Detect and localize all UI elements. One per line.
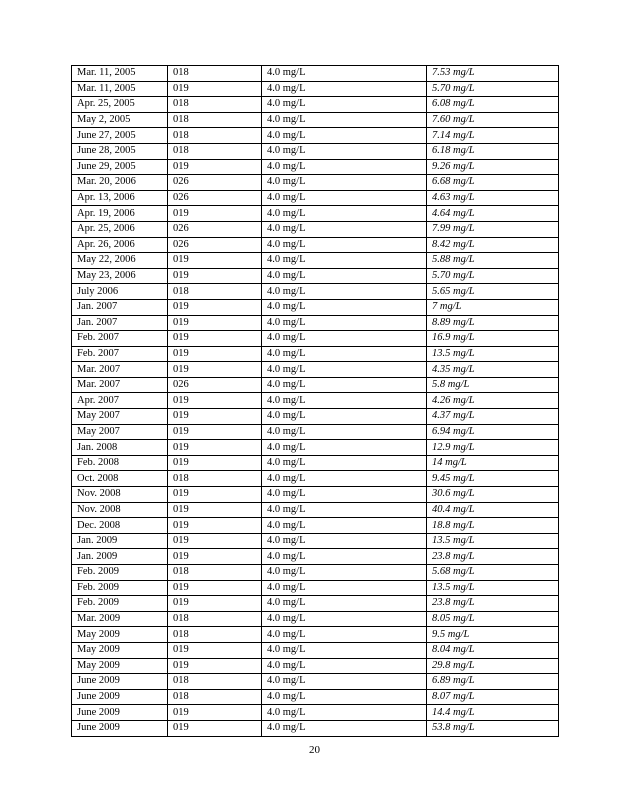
table-row bbox=[72, 627, 559, 643]
result-cell: 4.64 mg/L bbox=[427, 206, 559, 222]
table-row bbox=[72, 642, 559, 658]
table-row bbox=[72, 658, 559, 674]
outfall-cell: 019 bbox=[168, 455, 262, 471]
table-row bbox=[72, 66, 559, 82]
page-number: 20 bbox=[309, 744, 320, 756]
result-cell: 18.8 mg/L bbox=[427, 518, 559, 534]
result-cell: 53.8 mg/L bbox=[427, 720, 559, 736]
table-row bbox=[72, 393, 559, 409]
date-cell: Mar. 11, 2005 bbox=[72, 66, 168, 82]
limit-cell: 4.0 mg/L bbox=[262, 81, 427, 97]
table-row bbox=[72, 705, 559, 721]
table-row bbox=[72, 315, 559, 331]
table-row bbox=[72, 299, 559, 315]
limit-cell: 4.0 mg/L bbox=[262, 502, 427, 518]
result-cell: 23.8 mg/L bbox=[427, 596, 559, 612]
table-row bbox=[72, 487, 559, 503]
limit-cell: 4.0 mg/L bbox=[262, 549, 427, 565]
result-cell: 6.94 mg/L bbox=[427, 424, 559, 440]
result-cell: 5.8 mg/L bbox=[427, 377, 559, 393]
violations-table bbox=[71, 65, 559, 737]
outfall-cell: 019 bbox=[168, 331, 262, 347]
outfall-cell: 019 bbox=[168, 159, 262, 175]
table-row bbox=[72, 596, 559, 612]
table-row bbox=[72, 502, 559, 518]
date-cell: May 2007 bbox=[72, 424, 168, 440]
date-cell: June 29, 2005 bbox=[72, 159, 168, 175]
result-cell: 6.68 mg/L bbox=[427, 175, 559, 191]
table-row bbox=[72, 128, 559, 144]
outfall-cell: 019 bbox=[168, 346, 262, 362]
result-cell: 8.05 mg/L bbox=[427, 611, 559, 627]
outfall-cell: 019 bbox=[168, 315, 262, 331]
limit-cell: 4.0 mg/L bbox=[262, 565, 427, 581]
result-cell: 23.8 mg/L bbox=[427, 549, 559, 565]
date-cell: Apr. 26, 2006 bbox=[72, 237, 168, 253]
result-cell: 8.04 mg/L bbox=[427, 642, 559, 658]
limit-cell: 4.0 mg/L bbox=[262, 533, 427, 549]
date-cell: June 27, 2005 bbox=[72, 128, 168, 144]
date-cell: June 2009 bbox=[72, 674, 168, 690]
date-cell: July 2006 bbox=[72, 284, 168, 300]
date-cell: May 2009 bbox=[72, 658, 168, 674]
outfall-cell: 019 bbox=[168, 705, 262, 721]
result-cell: 5.88 mg/L bbox=[427, 253, 559, 269]
result-cell: 4.37 mg/L bbox=[427, 409, 559, 425]
table-row bbox=[72, 221, 559, 237]
table-row bbox=[72, 471, 559, 487]
limit-cell: 4.0 mg/L bbox=[262, 377, 427, 393]
limit-cell: 4.0 mg/L bbox=[262, 159, 427, 175]
outfall-cell: 018 bbox=[168, 627, 262, 643]
limit-cell: 4.0 mg/L bbox=[262, 362, 427, 378]
limit-cell: 4.0 mg/L bbox=[262, 284, 427, 300]
table-row bbox=[72, 674, 559, 690]
limit-cell: 4.0 mg/L bbox=[262, 331, 427, 347]
table-row bbox=[72, 175, 559, 191]
outfall-cell: 018 bbox=[168, 471, 262, 487]
table-row bbox=[72, 143, 559, 159]
result-cell: 13.5 mg/L bbox=[427, 346, 559, 362]
result-cell: 5.70 mg/L bbox=[427, 81, 559, 97]
result-cell: 6.89 mg/L bbox=[427, 674, 559, 690]
outfall-cell: 026 bbox=[168, 175, 262, 191]
outfall-cell: 019 bbox=[168, 206, 262, 222]
date-cell: Mar. 20, 2006 bbox=[72, 175, 168, 191]
result-cell: 7.53 mg/L bbox=[427, 66, 559, 82]
table-row bbox=[72, 346, 559, 362]
table-row bbox=[72, 159, 559, 175]
outfall-cell: 026 bbox=[168, 190, 262, 206]
result-cell: 5.68 mg/L bbox=[427, 565, 559, 581]
limit-cell: 4.0 mg/L bbox=[262, 143, 427, 159]
outfall-cell: 019 bbox=[168, 533, 262, 549]
result-cell: 7.99 mg/L bbox=[427, 221, 559, 237]
table-row bbox=[72, 377, 559, 393]
result-cell: 9.45 mg/L bbox=[427, 471, 559, 487]
outfall-cell: 019 bbox=[168, 596, 262, 612]
limit-cell: 4.0 mg/L bbox=[262, 487, 427, 503]
date-cell: Mar. 2009 bbox=[72, 611, 168, 627]
limit-cell: 4.0 mg/L bbox=[262, 268, 427, 284]
result-cell: 12.9 mg/L bbox=[427, 440, 559, 456]
date-cell: Dec. 2008 bbox=[72, 518, 168, 534]
table-body bbox=[72, 66, 559, 737]
table-row bbox=[72, 440, 559, 456]
date-cell: Jan. 2007 bbox=[72, 315, 168, 331]
outfall-cell: 019 bbox=[168, 720, 262, 736]
outfall-cell: 019 bbox=[168, 502, 262, 518]
outfall-cell: 019 bbox=[168, 580, 262, 596]
limit-cell: 4.0 mg/L bbox=[262, 440, 427, 456]
outfall-cell: 026 bbox=[168, 377, 262, 393]
date-cell: Oct. 2008 bbox=[72, 471, 168, 487]
result-cell: 14.4 mg/L bbox=[427, 705, 559, 721]
result-cell: 8.42 mg/L bbox=[427, 237, 559, 253]
date-cell: June 2009 bbox=[72, 689, 168, 705]
limit-cell: 4.0 mg/L bbox=[262, 627, 427, 643]
outfall-cell: 018 bbox=[168, 611, 262, 627]
date-cell: May 2007 bbox=[72, 409, 168, 425]
result-cell: 30.6 mg/L bbox=[427, 487, 559, 503]
table-row bbox=[72, 331, 559, 347]
date-cell: Apr. 2007 bbox=[72, 393, 168, 409]
result-cell: 4.26 mg/L bbox=[427, 393, 559, 409]
outfall-cell: 019 bbox=[168, 440, 262, 456]
limit-cell: 4.0 mg/L bbox=[262, 658, 427, 674]
date-cell: June 2009 bbox=[72, 720, 168, 736]
outfall-cell: 019 bbox=[168, 549, 262, 565]
outfall-cell: 018 bbox=[168, 112, 262, 128]
outfall-cell: 018 bbox=[168, 128, 262, 144]
date-cell: Jan. 2009 bbox=[72, 549, 168, 565]
table-row bbox=[72, 81, 559, 97]
outfall-cell: 019 bbox=[168, 487, 262, 503]
result-cell: 7.14 mg/L bbox=[427, 128, 559, 144]
limit-cell: 4.0 mg/L bbox=[262, 299, 427, 315]
result-cell: 8.07 mg/L bbox=[427, 689, 559, 705]
limit-cell: 4.0 mg/L bbox=[262, 128, 427, 144]
date-cell: Apr. 19, 2006 bbox=[72, 206, 168, 222]
limit-cell: 4.0 mg/L bbox=[262, 315, 427, 331]
result-cell: 13.5 mg/L bbox=[427, 580, 559, 596]
table-row bbox=[72, 190, 559, 206]
result-cell: 29.8 mg/L bbox=[427, 658, 559, 674]
date-cell: Feb. 2009 bbox=[72, 580, 168, 596]
outfall-cell: 019 bbox=[168, 518, 262, 534]
table-row bbox=[72, 253, 559, 269]
date-cell: Apr. 25, 2005 bbox=[72, 97, 168, 113]
outfall-cell: 018 bbox=[168, 689, 262, 705]
table-row bbox=[72, 565, 559, 581]
result-cell: 5.70 mg/L bbox=[427, 268, 559, 284]
outfall-cell: 018 bbox=[168, 284, 262, 300]
limit-cell: 4.0 mg/L bbox=[262, 253, 427, 269]
date-cell: Feb. 2009 bbox=[72, 596, 168, 612]
table-row bbox=[72, 97, 559, 113]
limit-cell: 4.0 mg/L bbox=[262, 471, 427, 487]
limit-cell: 4.0 mg/L bbox=[262, 206, 427, 222]
result-cell: 5.65 mg/L bbox=[427, 284, 559, 300]
limit-cell: 4.0 mg/L bbox=[262, 642, 427, 658]
limit-cell: 4.0 mg/L bbox=[262, 112, 427, 128]
outfall-cell: 018 bbox=[168, 143, 262, 159]
outfall-cell: 019 bbox=[168, 81, 262, 97]
table-row bbox=[72, 112, 559, 128]
limit-cell: 4.0 mg/L bbox=[262, 611, 427, 627]
date-cell: Feb. 2009 bbox=[72, 565, 168, 581]
limit-cell: 4.0 mg/L bbox=[262, 346, 427, 362]
result-cell: 7 mg/L bbox=[427, 299, 559, 315]
limit-cell: 4.0 mg/L bbox=[262, 674, 427, 690]
table-row bbox=[72, 362, 559, 378]
result-cell: 40.4 mg/L bbox=[427, 502, 559, 518]
result-cell: 6.08 mg/L bbox=[427, 97, 559, 113]
date-cell: Nov. 2008 bbox=[72, 502, 168, 518]
table-row bbox=[72, 455, 559, 471]
table-row bbox=[72, 237, 559, 253]
date-cell: Mar. 2007 bbox=[72, 362, 168, 378]
result-cell: 8.89 mg/L bbox=[427, 315, 559, 331]
date-cell: Mar. 11, 2005 bbox=[72, 81, 168, 97]
limit-cell: 4.0 mg/L bbox=[262, 689, 427, 705]
outfall-cell: 026 bbox=[168, 237, 262, 253]
date-cell: June 28, 2005 bbox=[72, 143, 168, 159]
table-row bbox=[72, 409, 559, 425]
result-cell: 6.18 mg/L bbox=[427, 143, 559, 159]
outfall-cell: 019 bbox=[168, 299, 262, 315]
limit-cell: 4.0 mg/L bbox=[262, 596, 427, 612]
limit-cell: 4.0 mg/L bbox=[262, 455, 427, 471]
table-row bbox=[72, 689, 559, 705]
table-row bbox=[72, 206, 559, 222]
outfall-cell: 019 bbox=[168, 424, 262, 440]
limit-cell: 4.0 mg/L bbox=[262, 580, 427, 596]
limit-cell: 4.0 mg/L bbox=[262, 705, 427, 721]
limit-cell: 4.0 mg/L bbox=[262, 409, 427, 425]
outfall-cell: 019 bbox=[168, 642, 262, 658]
date-cell: Mar. 2007 bbox=[72, 377, 168, 393]
table-row bbox=[72, 518, 559, 534]
table-row bbox=[72, 611, 559, 627]
limit-cell: 4.0 mg/L bbox=[262, 221, 427, 237]
outfall-cell: 019 bbox=[168, 268, 262, 284]
result-cell: 16.9 mg/L bbox=[427, 331, 559, 347]
limit-cell: 4.0 mg/L bbox=[262, 66, 427, 82]
table-row bbox=[72, 580, 559, 596]
date-cell: Apr. 13, 2006 bbox=[72, 190, 168, 206]
date-cell: June 2009 bbox=[72, 705, 168, 721]
date-cell: Feb. 2008 bbox=[72, 455, 168, 471]
limit-cell: 4.0 mg/L bbox=[262, 518, 427, 534]
date-cell: May 2009 bbox=[72, 627, 168, 643]
limit-cell: 4.0 mg/L bbox=[262, 424, 427, 440]
date-cell: May 2009 bbox=[72, 642, 168, 658]
outfall-cell: 018 bbox=[168, 674, 262, 690]
date-cell: Apr. 25, 2006 bbox=[72, 221, 168, 237]
outfall-cell: 019 bbox=[168, 362, 262, 378]
outfall-cell: 019 bbox=[168, 409, 262, 425]
limit-cell: 4.0 mg/L bbox=[262, 190, 427, 206]
date-cell: Feb. 2007 bbox=[72, 331, 168, 347]
limit-cell: 4.0 mg/L bbox=[262, 175, 427, 191]
date-cell: Jan. 2007 bbox=[72, 299, 168, 315]
limit-cell: 4.0 mg/L bbox=[262, 97, 427, 113]
outfall-cell: 019 bbox=[168, 393, 262, 409]
result-cell: 9.26 mg/L bbox=[427, 159, 559, 175]
table-row bbox=[72, 549, 559, 565]
date-cell: Nov. 2008 bbox=[72, 487, 168, 503]
outfall-cell: 018 bbox=[168, 565, 262, 581]
limit-cell: 4.0 mg/L bbox=[262, 720, 427, 736]
outfall-cell: 019 bbox=[168, 658, 262, 674]
result-cell: 13.5 mg/L bbox=[427, 533, 559, 549]
limit-cell: 4.0 mg/L bbox=[262, 237, 427, 253]
result-cell: 7.60 mg/L bbox=[427, 112, 559, 128]
date-cell: May 23, 2006 bbox=[72, 268, 168, 284]
result-cell: 9.5 mg/L bbox=[427, 627, 559, 643]
outfall-cell: 019 bbox=[168, 253, 262, 269]
table-row bbox=[72, 268, 559, 284]
table-row bbox=[72, 284, 559, 300]
table-row bbox=[72, 424, 559, 440]
date-cell: May 2, 2005 bbox=[72, 112, 168, 128]
date-cell: May 22, 2006 bbox=[72, 253, 168, 269]
date-cell: Feb. 2007 bbox=[72, 346, 168, 362]
table-row bbox=[72, 533, 559, 549]
result-cell: 4.63 mg/L bbox=[427, 190, 559, 206]
limit-cell: 4.0 mg/L bbox=[262, 393, 427, 409]
outfall-cell: 026 bbox=[168, 221, 262, 237]
date-cell: Jan. 2009 bbox=[72, 533, 168, 549]
outfall-cell: 018 bbox=[168, 66, 262, 82]
result-cell: 4.35 mg/L bbox=[427, 362, 559, 378]
table-row bbox=[72, 720, 559, 736]
result-cell: 14 mg/L bbox=[427, 455, 559, 471]
date-cell: Jan. 2008 bbox=[72, 440, 168, 456]
outfall-cell: 018 bbox=[168, 97, 262, 113]
